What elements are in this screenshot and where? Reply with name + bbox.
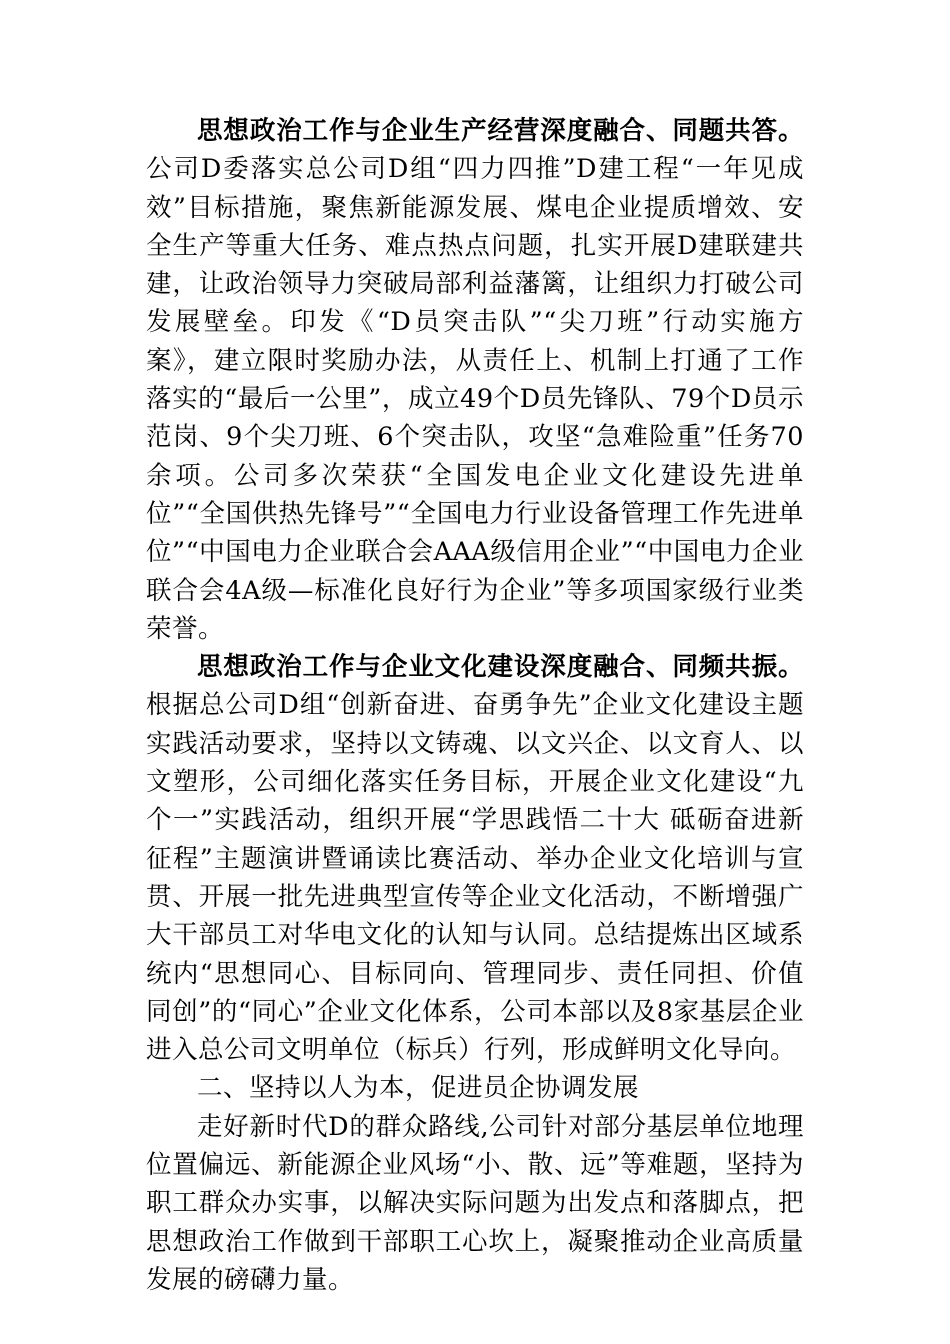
paragraph-body-production: 公司D委落实总公司D组“四力四推”D建工程“一年见成效”目标措施，聚焦新能源发展、煤电企业提质增效、安全生产等重大任务、难点热点问题，扎实开展D建联建共建，让政治领导力突破局部利益藩篱，让组织力打破公司发展壁垒。印发《“D员突击队”“尖刀班”行动实施方案》，建立限时奖励办法，从责任上、机制上打通了工作落实的“最后一公里”，成立49个D员先锋队、79个D员示范岗、9个尖刀班、6个突击队，攻坚“急难险重”任务70余项。公司多次荣获“全国发电企业文化建设先进单位”“全国供热先锋号”“全国电力行业设备管理工作先进单位”“中国电力企业联合会AAA级信用企业”“中国电力企业联合会4A级—标准化良好行为企业”等多项国家级行业类荣誉。 <box>146 154 804 644</box>
paragraph-body-culture: 根据总公司D组“创新奋进、奋勇争先”企业文化建设主题实践活动要求，坚持以文铸魂、以文兴企、以文育人、以文塑形，公司细化落实任务目标，开展企业文化建设“九个一”实践活动，组织开展“学思践悟二十大 砥砺奋进新征程”主题演讲暨诵读比赛活动、举办企业文化培训与宣贯、开展一批先进典型宣传等企业文化活动，不断增强广大干部员工对华电文化的认知与认同。总结提炼出区域系统内“思想同心、目标同向、管理同步、责任同担、价值同创”的“同心”企业文化体系，公司本部以及8家基层企业进入总公司文明单位（标兵）行列，形成鲜明文化导向。 <box>146 690 804 1066</box>
section-heading: 二、坚持以人为本，促进员企协调发展 <box>197 1073 640 1104</box>
paragraph-culture-integration <box>146 648 804 1069</box>
document-page <box>146 112 804 1299</box>
paragraph-lead-culture: 思想政治工作与企业文化建设深度融合、同频共振。 <box>197 652 804 683</box>
paragraph-production-integration <box>146 112 804 648</box>
paragraph-lead-production: 思想政治工作与企业生产经营深度融合、同题共答。 <box>197 116 804 146</box>
closing-paragraph: 走好新时代D的群众路线,公司针对部分基层单位地理位置偏远、新能源企业风场“小、散、远”等难题，坚持为职工群众办实事，以解决实际问题为出发点和落脚点，把思想政治工作做到干部职工心坎上，凝聚推动企业高质量发展的磅礴力量。 <box>146 1111 804 1295</box>
